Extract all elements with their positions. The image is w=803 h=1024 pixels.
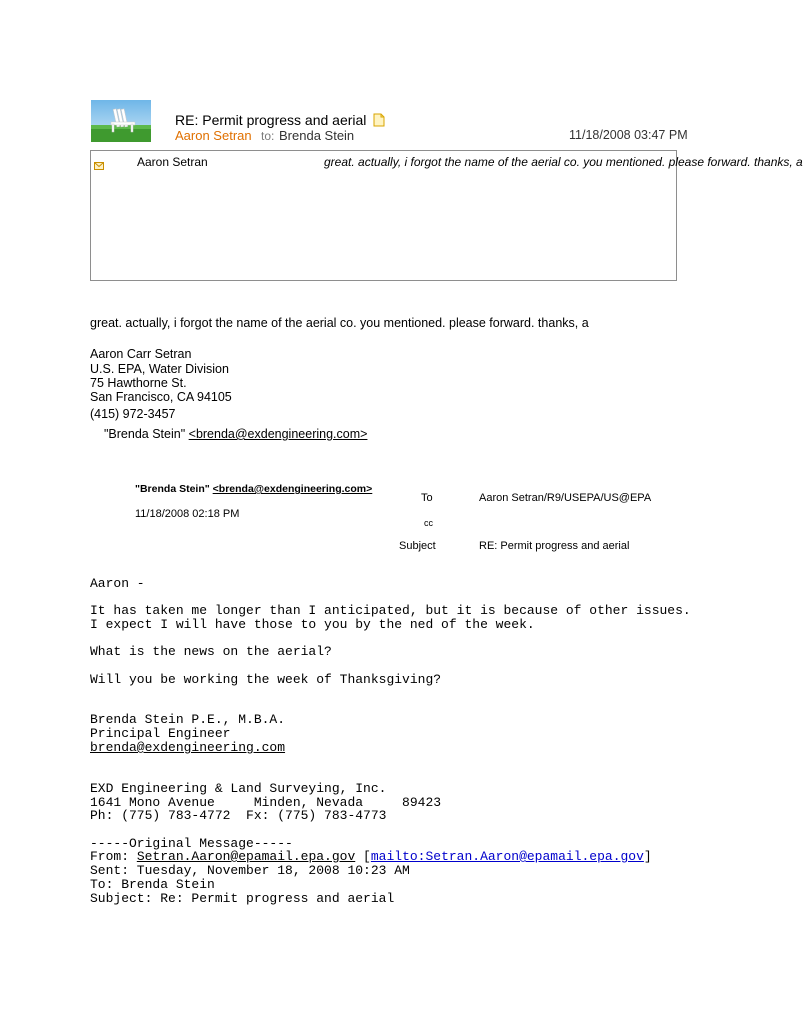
signature-org: U.S. EPA, Water Division xyxy=(90,362,229,376)
sender-signature-name: Brenda Stein P.E., M.B.A. xyxy=(90,712,286,727)
sender-signature-email[interactable]: brenda@exdengineering.com xyxy=(90,740,286,755)
greeting: Aaron - xyxy=(90,576,145,591)
signature-phone: (415) 972-3457 xyxy=(90,407,176,421)
forwarded-cc-label: cc xyxy=(424,518,433,528)
quoted-from-email[interactable]: <brenda@exdengineering.com> xyxy=(188,427,368,441)
original-from-label: From: xyxy=(90,849,137,864)
forwarded-to-value: Aaron Setran/R9/USEPA/US@EPA xyxy=(479,492,652,504)
quoted-from xyxy=(104,427,367,441)
forwarded-from xyxy=(135,483,372,495)
company-name: EXD Engineering & Land Surveying, Inc. xyxy=(90,781,387,796)
conversation-preview[interactable] xyxy=(90,150,803,281)
original-to-line: To: Brenda Stein xyxy=(90,877,215,892)
paragraph-3: Will you be working the week of Thanksgiving? xyxy=(90,672,442,687)
message-date: 11/18/2008 03:47 PM xyxy=(569,128,688,142)
original-from-email[interactable]: Setran.Aaron@epamail.epa.gov xyxy=(136,849,356,864)
forwarded-from-name: "Brenda Stein" xyxy=(135,483,210,495)
signature-street: 75 Hawthorne St. xyxy=(90,376,187,390)
beach-chair-thumbnail-icon xyxy=(91,100,151,142)
preview-snippet: great. actually, i forgot the name of the aerial co. you mentioned. please forward. thanks, a xyxy=(324,155,803,169)
company-address: 1641 Mono Avenue Minden, Nevada 89423 xyxy=(90,795,442,810)
recipient-name[interactable]: Brenda Stein xyxy=(279,128,355,143)
message-subject: RE: Permit progress and aerial xyxy=(175,112,367,128)
quoted-from-name: "Brenda Stein" xyxy=(104,427,186,441)
forwarded-subject-value: RE: Permit progress and aerial xyxy=(479,540,630,552)
sender-signature-title: Principal Engineer xyxy=(90,726,231,741)
paragraph-1: It has taken me longer than I anticipated, but it is because of other issues. I expect I will have those to you by the ned of the week. xyxy=(90,603,691,632)
envelope-icon xyxy=(94,157,104,165)
signature-city: San Francisco, CA 94105 xyxy=(90,390,232,404)
forwarded-date: 11/18/2008 02:18 PM xyxy=(135,508,240,520)
paragraph-2: What is the news on the aerial? xyxy=(90,644,332,659)
forwarded-subject-label: Subject xyxy=(399,540,436,552)
company-phones: Ph: (775) 783-4772 Fx: (775) 783-4773 xyxy=(90,808,387,823)
original-subject-line: Subject: Re: Permit progress and aerial xyxy=(90,891,395,906)
bracket-open: [ xyxy=(355,849,371,864)
original-mailto-link[interactable]: mailto:Setran.Aaron@epamail.epa.gov xyxy=(370,849,644,864)
to-label: to: xyxy=(261,129,275,143)
bracket-close: ] xyxy=(643,849,652,864)
forwarded-from-email[interactable]: <brenda@exdengineering.com> xyxy=(212,483,373,495)
preview-sender: Aaron Setran xyxy=(137,155,208,169)
reply-body: great. actually, i forgot the name of the aerial co. you mentioned. please forward. thanks, a xyxy=(90,316,589,330)
original-message-header: -----Original Message----- xyxy=(90,836,293,851)
signature-name: Aaron Carr Setran xyxy=(90,347,192,361)
original-sent-line: Sent: Tuesday, November 18, 2008 10:23 AM xyxy=(90,863,410,878)
note-icon[interactable] xyxy=(373,113,385,127)
sender-name[interactable]: Aaron Setran xyxy=(175,128,252,143)
original-from-line xyxy=(90,850,652,864)
forwarded-to-label: To xyxy=(421,492,433,504)
